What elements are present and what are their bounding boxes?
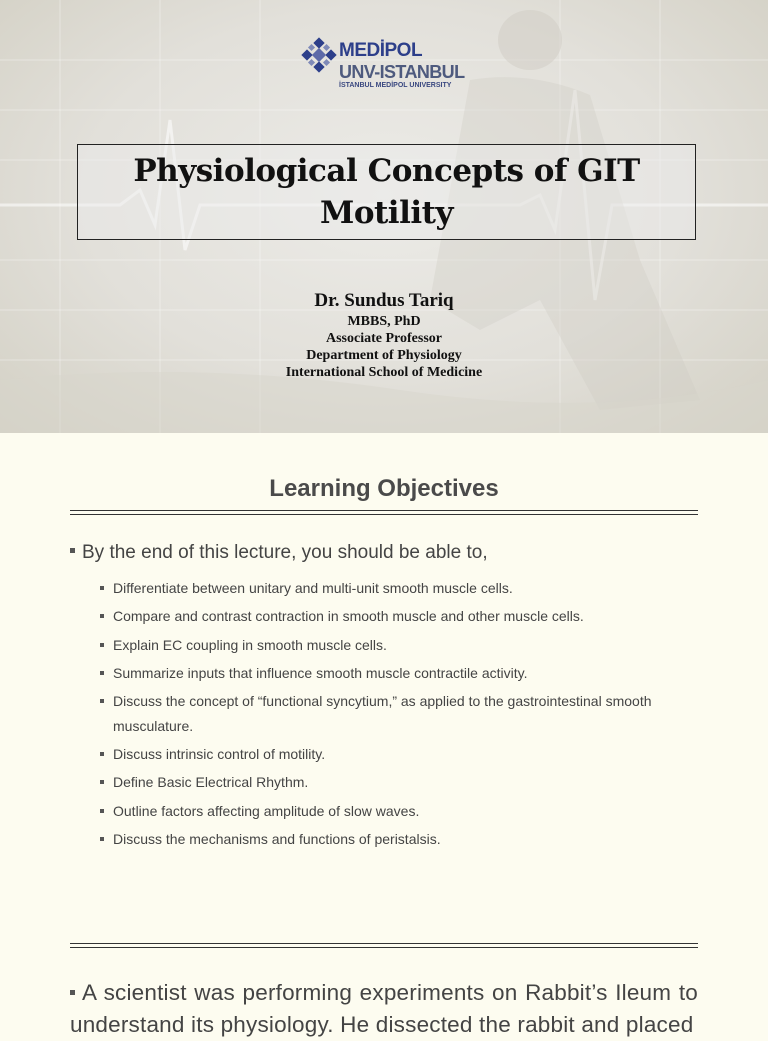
- heading-divider: [70, 510, 698, 515]
- title-slide: [0, 0, 768, 433]
- list-item: Compare and contrast contraction in smooth muscle and other muscle cells.: [99, 604, 689, 629]
- list-item: Summarize inputs that influence smooth muscle contractile activity.: [99, 661, 689, 686]
- list-item: Discuss intrinsic control of motility.: [99, 742, 689, 767]
- lead-bullet: [70, 541, 488, 565]
- list-item: Outline factors affecting amplitude of slow waves.: [99, 799, 689, 824]
- author-name: Dr. Sundus Tariq: [314, 290, 454, 311]
- square-bullet-icon: [70, 990, 75, 995]
- list-item: Discuss the concept of “functional syncytium,” as applied to the gastrointestinal smooth musculature.: [99, 689, 689, 738]
- logo-tagline: İSTANBUL MEDİPOL UNIVERSITY: [339, 82, 452, 89]
- author-degree: MBBS, PhD: [347, 314, 421, 329]
- heading-divider: [70, 943, 698, 948]
- objectives-list: [99, 576, 689, 855]
- medipol-logo-icon: [302, 38, 336, 72]
- list-item: Differentiate between unitary and multi-unit smooth muscle cells.: [99, 576, 689, 601]
- square-bullet-icon: [70, 548, 75, 553]
- learning-objectives-slide: [0, 433, 768, 943]
- logo-subtitle: UNV-ISTANBUL: [339, 62, 465, 82]
- list-item: Define Basic Electrical Rhythm.: [99, 770, 689, 795]
- title-box: [77, 144, 696, 240]
- scenario-text: [70, 977, 698, 1041]
- next-slide-partial: [0, 943, 768, 1037]
- author-position: Associate Professor: [326, 331, 442, 346]
- logo-name: MEDİPOL: [339, 40, 423, 61]
- presentation-title: Physiological Concepts of GIT Motility: [133, 153, 640, 231]
- list-item: Explain EC coupling in smooth muscle cells.: [99, 633, 689, 658]
- author-school: International School of Medicine: [285, 365, 483, 380]
- scenario-text-body: A scientist was performing experiments on Rabbit’s Ileum to understand its physiology. He dissected the rabbit and placed: [70, 980, 698, 1037]
- lead-text: By the end of this lecture, you should be able to,: [82, 542, 488, 563]
- author-block: [0, 289, 768, 381]
- author-department: Department of Physiology: [306, 348, 462, 363]
- medipol-logo: [302, 38, 472, 92]
- slide-heading: Learning Objectives: [269, 475, 499, 502]
- list-item: Discuss the mechanisms and functions of peristalsis.: [99, 827, 689, 852]
